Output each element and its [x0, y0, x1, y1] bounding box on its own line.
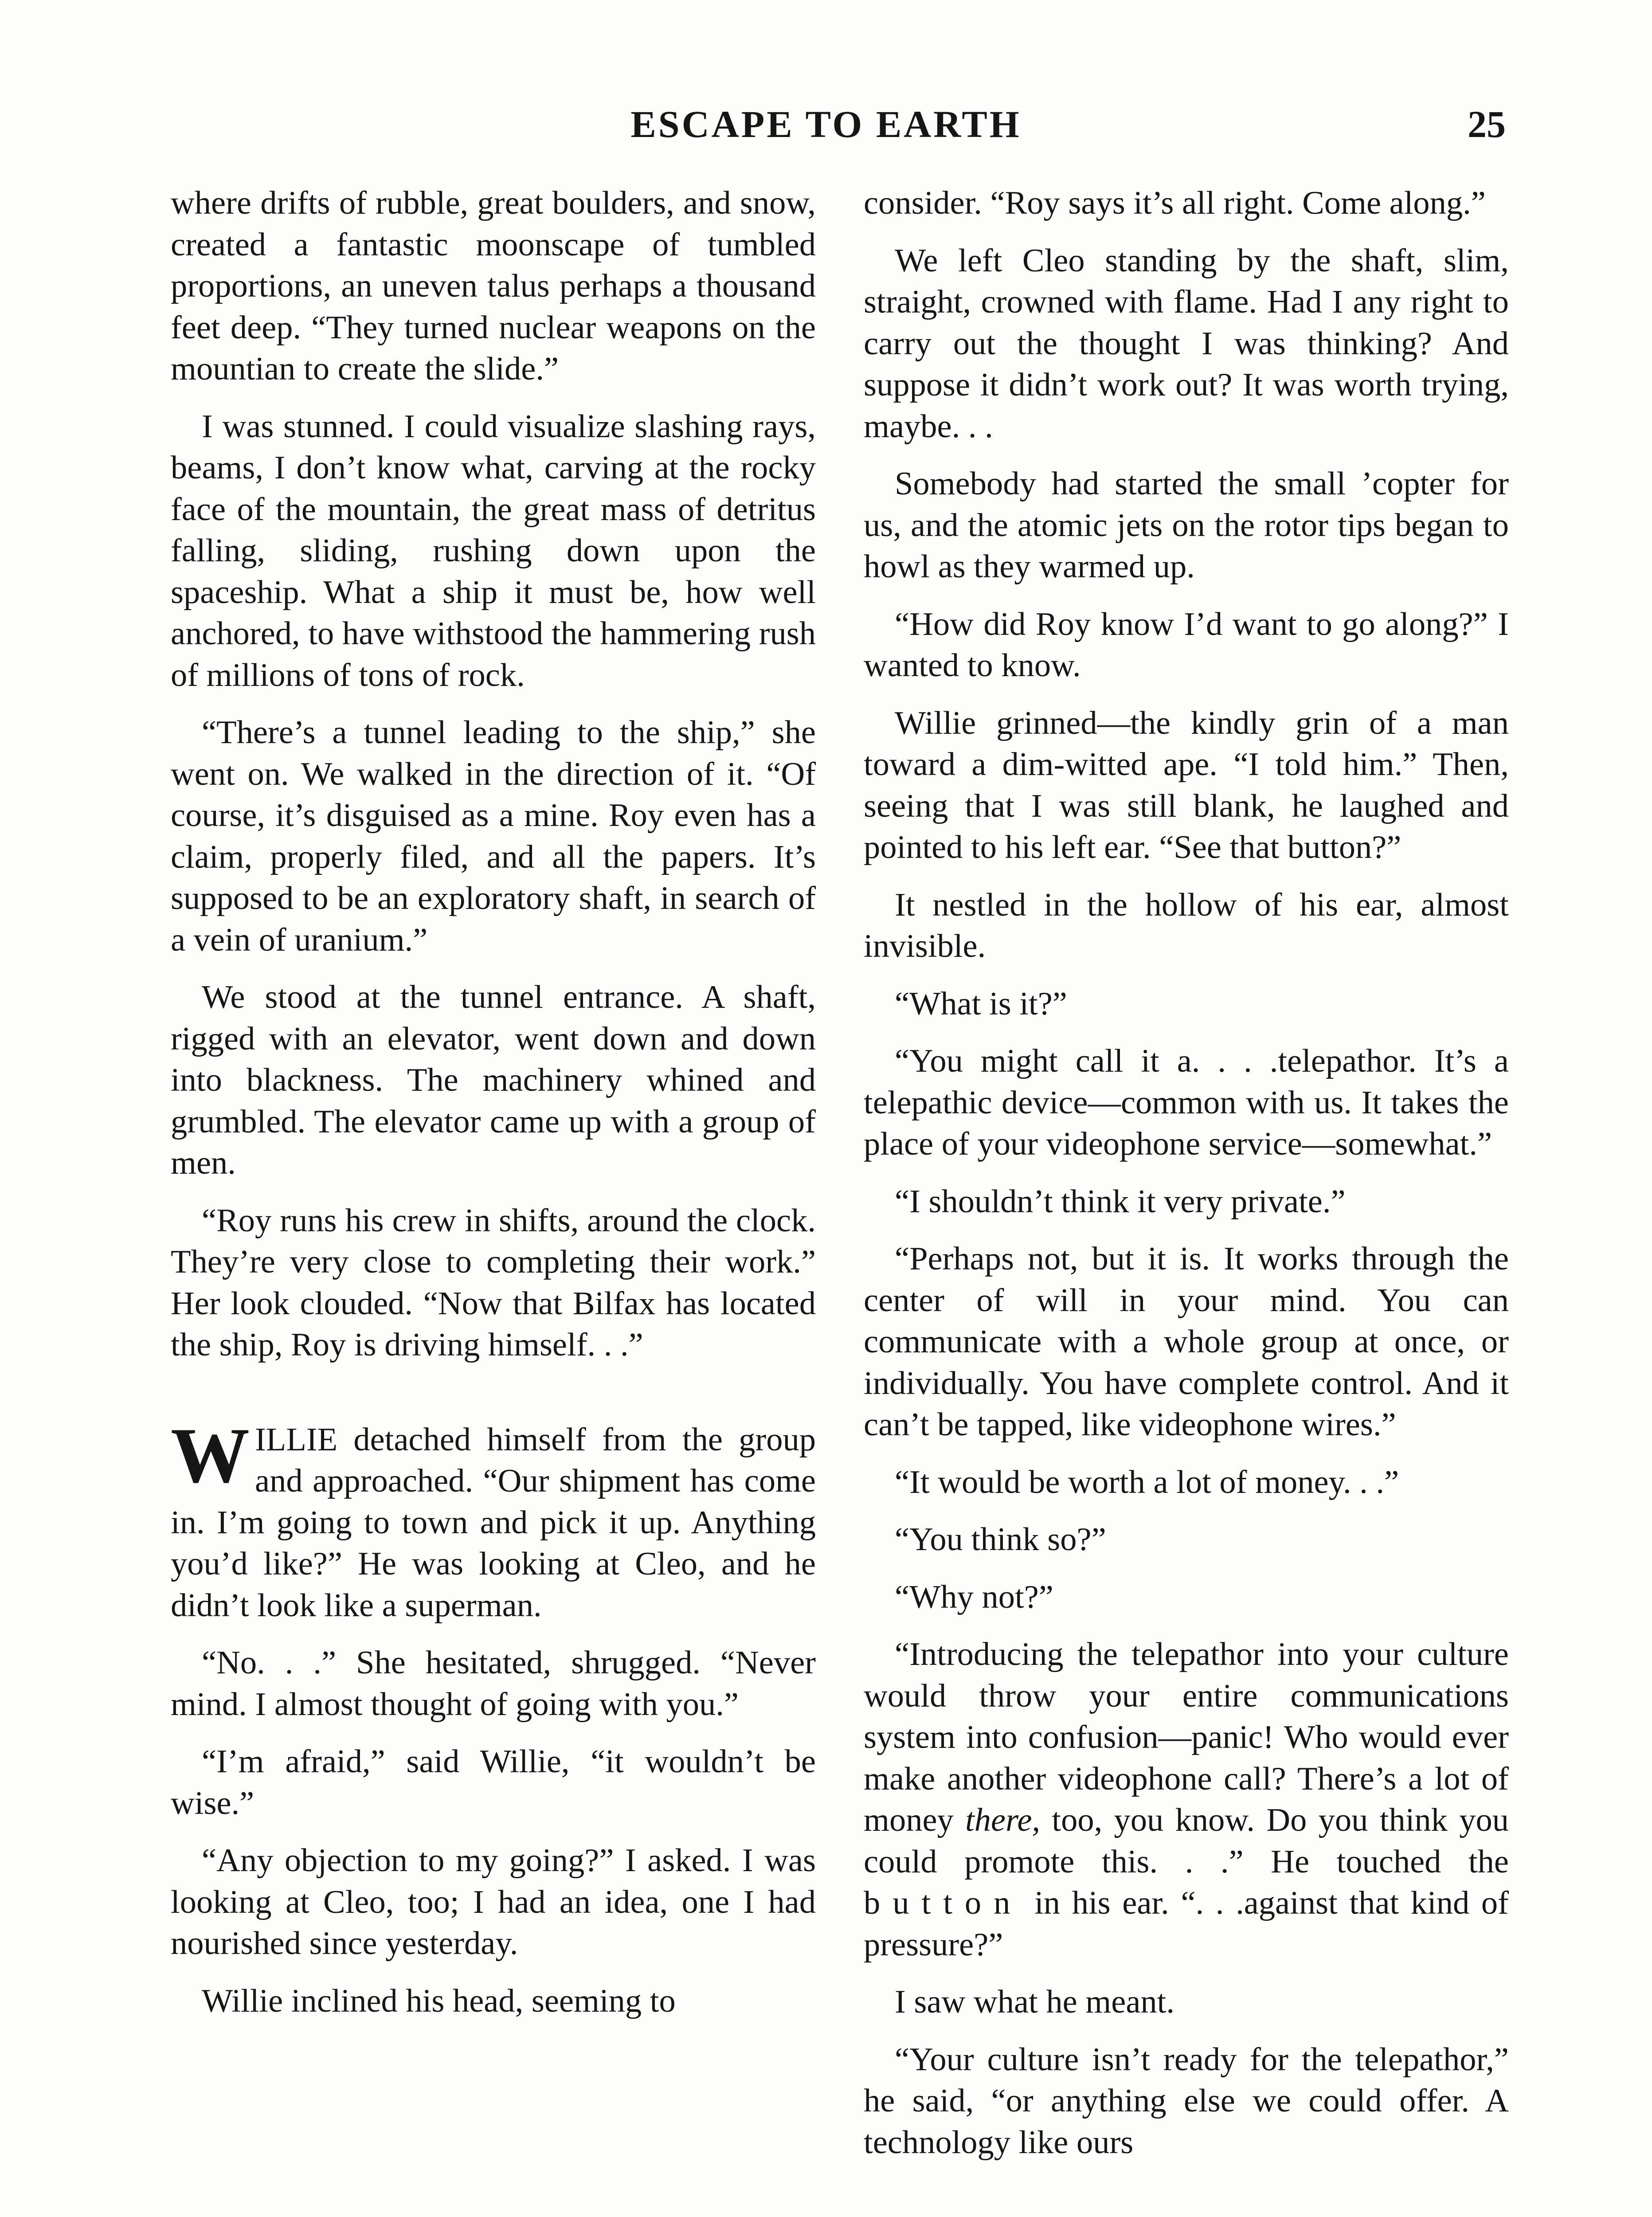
dropcap-paragraph: [171, 1411, 816, 1627]
running-title: ESCAPE TO EARTH: [630, 103, 1022, 145]
emphasis-text: there,: [965, 1802, 1041, 1838]
paragraph: “I’m afraid,” said Willie, “it wouldn’t be wise.”: [171, 1743, 816, 1821]
paragraph: “Roy runs his crew in shifts, around the clock. They’re very close to completing their work.” Her look clouded. “Now that Bilfax has located the ship, Roy is driving himself. . .”: [171, 1202, 816, 1363]
paragraph: where drifts of rubble, great boulders, and snow, created a fantastic moonscape of tumbled proportions, an uneven talus perhaps a thousand feet deep. “They turned nuclear weapons on the mountian to create the slide.”: [171, 185, 816, 387]
left-column: [171, 183, 816, 2217]
page-number: 25: [1468, 103, 1506, 145]
paragraph: “How did Roy know I’d want to go along?” I wanted to know.: [864, 606, 1509, 684]
letterspaced-word: button: [864, 1885, 1023, 1921]
paragraph: I was stunned. I could visualize slashing rays, beams, I don’t know what, carving at the rocky face of the mountain, the great mass of detritus falling, sliding, rushing down upon the spaceship. What a ship it must be, how well anchored, to have withstood the hammering rush of millions of tons of rock.: [171, 408, 816, 693]
paragraph: “Perhaps not, but it is. It works through the center of will in your mind. You can communicate with a whole group at once, or individually. You have complete control. And it can’t be tapped, like videophone wires.”: [864, 1241, 1509, 1443]
paragraph: I saw what he meant.: [895, 1984, 1174, 2020]
paragraph: “What is it?”: [895, 985, 1067, 1022]
paragraph: “I shouldn’t think it very private.”: [895, 1183, 1346, 1220]
paragraph: “Your culture isn’t ready for the telepathor,” he said, “or anything else we could offer. A technology like ours: [864, 2041, 1509, 2161]
paragraph: consider. “Roy says it’s all right. Come along.”: [864, 185, 1486, 221]
paragraph: We left Cleo standing by the shaft, slim, straight, crowned with flame. Had I any right to carry out the thought I was thinking? And suppose it didn’t work out? It was worth trying, maybe. . .: [864, 242, 1509, 445]
text-run: in his ear. “. . .against that kind of pressure?”: [864, 1885, 1509, 1963]
right-column: [864, 183, 1509, 2217]
paragraph: “No. . .” She hesitated, shrugged. “Never mind. I almost thought of going with you.”: [171, 1645, 816, 1723]
paragraph: Willie inclined his head, seeming to: [202, 1982, 676, 2019]
paragraph: “You think so?”: [895, 1521, 1106, 1558]
paragraph: It nestled in the hollow of his ear, almost invisible.: [864, 886, 1509, 964]
paragraph: We stood at the tunnel entrance. A shaft, rigged with an elevator, went down and down into blackness. The machinery whined and grumbled. The elevator came up with a group of men.: [171, 979, 816, 1181]
dropcap-paragraph-text: ILLIE detached himself from the group and approached. “Our shipment has come in. I’m going to town and pick it up. Anything you’d like?” He was looking at Cleo, and he didn’t look like a superman.: [171, 1421, 816, 1624]
paragraph: “Why not?”: [895, 1579, 1053, 1615]
paragraph: “It would be worth a lot of money. . .”: [895, 1464, 1399, 1500]
drop-cap: W: [171, 1411, 250, 1499]
paragraph: Willie grinned—the kindly grin of a man toward a dim-witted ape. “I told him.” Then, seeing that I was still blank, he laughed and pointed to his left ear. “See that button?”: [864, 705, 1509, 866]
text-run: too, you know. Do you think you could promote this. . .” He touched the: [864, 1802, 1509, 1880]
text-run: “Introducing the telepathor into your culture would throw your entire communications system into confusion—panic! Who would ever make another videophone call? There’s a lot of money: [864, 1636, 1509, 1838]
paragraph: “There’s a tunnel leading to the ship,” she went on. We walked in the direction of it. “Of course, it’s disguised as a mine. Roy even has a claim, properly filed, and all the papers. It’s supposed to be an exploratory shaft, in search of a vein of uranium.”: [171, 714, 816, 958]
paragraph: “You might call it a. . . .telepathor. It’s a telepathic device—common with us. It takes the place of your videophone service—somewhat.”: [864, 1043, 1509, 1162]
paragraph: [864, 1634, 1509, 1966]
page-header: [0, 100, 1652, 149]
paragraph: Somebody had started the small ’copter for us, and the atomic jets on the rotor tips began to howl as they warmed up.: [864, 466, 1509, 585]
paragraph: “Any objection to my going?” I asked. I was looking at Cleo, too; I had an idea, one I had nourished since yesterday.: [171, 1842, 816, 1962]
